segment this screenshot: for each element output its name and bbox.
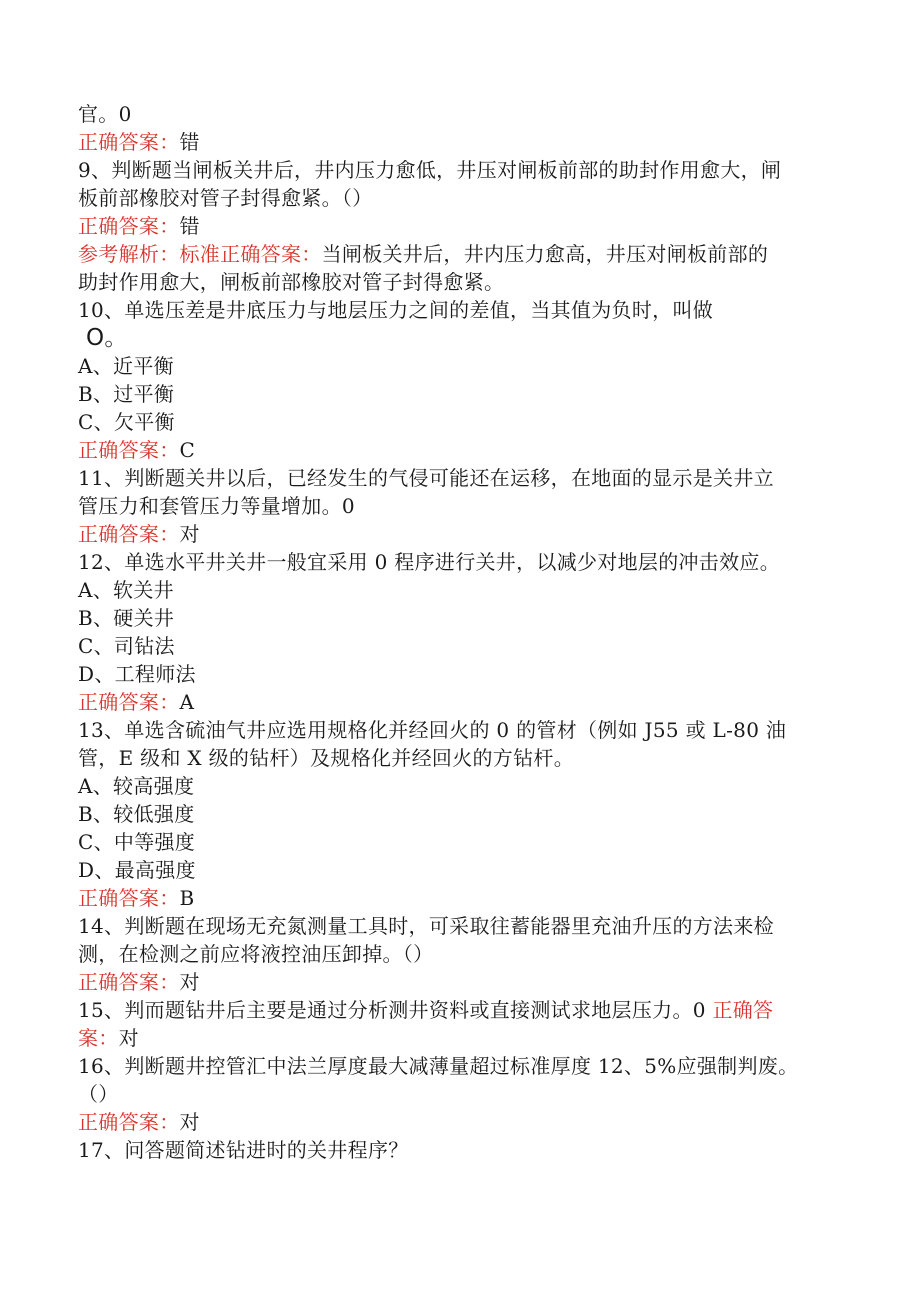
- text-line: [78, 912, 838, 940]
- text-line: [78, 492, 838, 520]
- text-line: [78, 800, 838, 828]
- text-segment: B、较低强度: [78, 802, 195, 826]
- text-line: [78, 632, 838, 660]
- text-segment: 16、判断题井控管汇中法兰厚度最大减薄量超过标准厚度 12、5%应强制判废。: [78, 1054, 799, 1078]
- text-segment: 对: [118, 1026, 139, 1050]
- text-segment: （）: [78, 1082, 119, 1106]
- text-segment: 15、判而题钻井后主要是通过分析测井资料或直接测试求地层压力。0: [78, 998, 713, 1022]
- text-line: [78, 772, 838, 800]
- text-segment: A、近平衡: [78, 354, 174, 378]
- text-segment: 管，E 级和 X 级的钻杆）及规格化并经回火的方钻杆。: [78, 746, 575, 770]
- text-line: [78, 660, 838, 688]
- text-segment: D、最高强度: [78, 858, 196, 882]
- answer-label: 参考解析：标准正确答案：: [78, 242, 322, 266]
- answer-label: 正确答案：: [78, 886, 180, 910]
- answer-label: 正确答案：: [78, 1110, 180, 1134]
- text-segment: 管压力和套管压力等量增加。0: [78, 494, 355, 518]
- text-segment: 17、问答题简述钻进时的关井程序？: [78, 1138, 409, 1162]
- text-segment: 对: [179, 522, 200, 546]
- text-line: [78, 828, 838, 856]
- text-line: [78, 268, 838, 296]
- text-line: [78, 128, 838, 156]
- text-line: [78, 212, 838, 240]
- text-line: [78, 576, 838, 604]
- text-segment: 对: [179, 1110, 200, 1134]
- text-line: [78, 688, 838, 716]
- text-segment: 板前部橡胶对管子封得愈紧。（）: [78, 186, 373, 210]
- text-line: [78, 1080, 838, 1108]
- text-line: [78, 716, 838, 744]
- text-segment: C: [179, 438, 196, 462]
- text-segment: 官。0: [78, 102, 132, 126]
- text-segment: 当闸板关井后，井内压力愈高，井压对闸板前部的: [321, 242, 769, 266]
- text-segment: A: [179, 690, 195, 714]
- text-segment: 14、判断题在现场无充氮测量工具时，可采取往蓄能器里充油升压的方法来检: [78, 914, 774, 938]
- text-line: [78, 352, 838, 380]
- text-line: [78, 408, 838, 436]
- answer-label: 正确答案：: [78, 214, 180, 238]
- text-segment: 对: [179, 970, 200, 994]
- text-segment: C、司钻法: [78, 634, 175, 658]
- text-line: [78, 548, 838, 576]
- answer-label: 正确答案：: [78, 130, 180, 154]
- answer-label: 正确答案：: [78, 690, 180, 714]
- text-line: [78, 884, 838, 912]
- text-line: [78, 240, 838, 268]
- text-segment: 测，在检测之前应将液控油压卸掉。（）: [78, 942, 434, 966]
- text-line: [78, 1108, 838, 1136]
- text-segment: B: [179, 886, 195, 910]
- text-segment: 13、单选含硫油气井应选用规格化并经回火的 0 的管材（例如 J55 或 L-80 油: [78, 718, 787, 742]
- text-segment: 助封作用愈大，闸板前部橡胶对管子封得愈紧。: [78, 270, 505, 294]
- text-segment: 12、单选水平井关井一般宜采用 0 程序进行关井，以减少对地层的冲击效应。: [78, 550, 780, 574]
- text-segment: B、过平衡: [78, 382, 175, 406]
- answer-label: 正确答: [712, 998, 774, 1022]
- text-line: [78, 1052, 838, 1080]
- text-line: [78, 856, 838, 884]
- text-segment: C、欠平衡: [78, 410, 175, 434]
- text-line: [78, 100, 838, 128]
- document-page: [78, 100, 838, 1164]
- text-segment: A、软关井: [78, 578, 174, 602]
- answer-label: 正确答案：: [78, 522, 180, 546]
- text-segment: 11、判断题关井以后，已经发生的气侵可能还在运移，在地面的显示是关井立: [78, 466, 774, 490]
- text-line: [78, 436, 838, 464]
- text-segment: D、工程师法: [78, 662, 196, 686]
- text-line: [78, 940, 838, 968]
- text-line: [78, 296, 838, 324]
- answer-label: 正确答案：: [78, 970, 180, 994]
- text-segment: B、硬关井: [78, 606, 175, 630]
- text-segment: 错: [179, 214, 200, 238]
- text-line: [78, 996, 838, 1024]
- text-line: [78, 744, 838, 772]
- answer-label: 正确答案：: [78, 438, 180, 462]
- text-line: [78, 968, 838, 996]
- answer-label: 案：: [78, 1026, 119, 1050]
- text-segment: 10、单选压差是井底压力与地层压力之间的差值，当其值为负时，叫做: [78, 298, 714, 322]
- text-line: [78, 1136, 838, 1164]
- text-line: [78, 604, 838, 632]
- text-segment: O。: [86, 325, 128, 351]
- text-line: [78, 1024, 838, 1052]
- text-segment: 错: [179, 130, 200, 154]
- text-segment: 9、判断题当闸板关井后，井内压力愈低，井压对闸板前部的助封作用愈大，闸: [78, 158, 782, 182]
- text-segment: A、较高强度: [78, 774, 195, 798]
- text-line: [78, 380, 838, 408]
- text-segment: C、中等强度: [78, 830, 196, 854]
- text-line: [78, 324, 838, 352]
- text-line: [78, 520, 838, 548]
- text-line: [78, 156, 838, 184]
- text-line: [78, 464, 838, 492]
- text-line: [78, 184, 838, 212]
